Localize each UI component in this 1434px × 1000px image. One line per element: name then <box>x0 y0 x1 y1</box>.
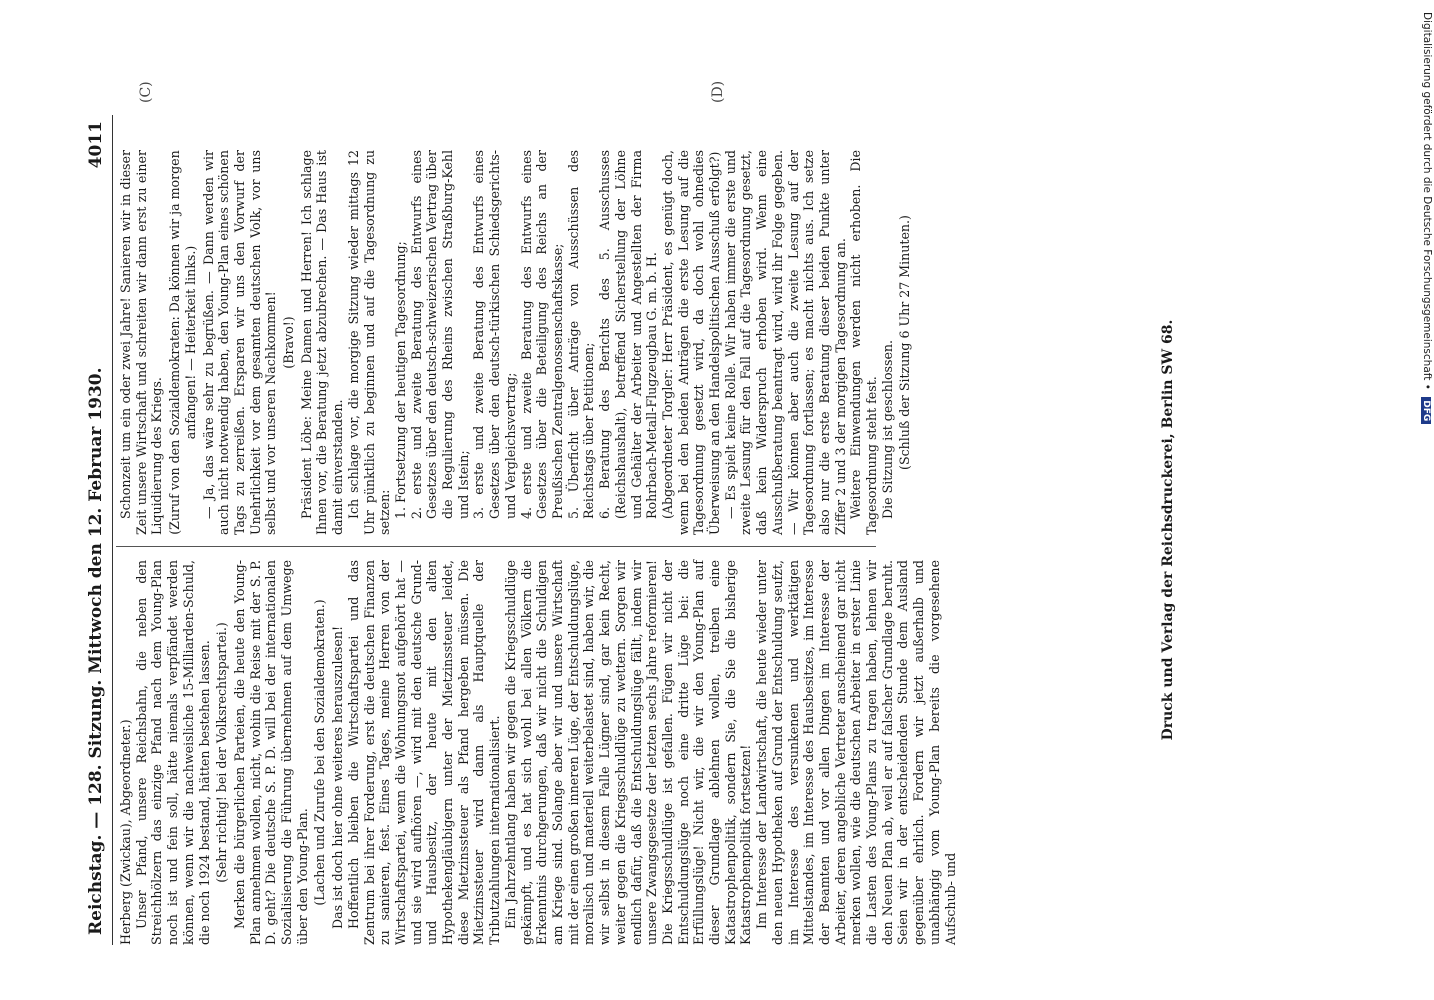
margin-marker-d: (D) <box>710 80 726 103</box>
paragraph: Präsident Löbe: Meine Damen und Herren! Ich schlage Ihnen vor, die Beratung jetzt abzubrechen. — Das Haus ist damit einverstanden. <box>298 150 346 535</box>
footer-imprint: Druck und Verlag der Reichsdruckerei, Berlin SW 68. <box>1160 319 1176 741</box>
interjection: (Bravo!) <box>281 316 297 369</box>
agenda-item: 5. Überficht über Anträge von Ausschüssen des Reichstags über Petitionen; <box>565 150 597 519</box>
paragraph: Die Sitzung ist geschlossen. <box>879 339 895 519</box>
agenda-item: 2. erste und zweite Beratung des Entwurfs eines Gesetzes über den deutsch-schweizerischen Vertrag über die Regulierung des Rheins zwischen Straßburg-Kehl und Istein; <box>408 150 471 519</box>
paragraph: Ich schlage vor, die morgige Sitzung wieder mittags 12 Uhr pünktlich zu beginnen und auf die Tagesordnung zu setzen: <box>345 150 393 535</box>
paragraph: — Ja, das wäre sehr zu begrüßen. — Dann werden wir auch nicht notwendig haben, den Young-Plan eines schönen Tags zu zerreißen. Ersparen wir uns den Vorwurf der Unehrlichkeit vor dem gesamten deutschen Volk, vor uns selbst und vor unseren Nachkommen! <box>200 150 279 535</box>
paragraph: Merken die bürgerlichen Parteien, die heute den Young-Plan annehmen wollen, nicht, wohin die Reise mit der S. P. D. geht? Die deutsche S. P. D. will bei der internationalen Sozialisierung die Führung übernehmen auf dem Umwege über den Young-Plan. <box>231 560 310 945</box>
column-left <box>118 560 958 945</box>
agenda-item: 1. Fortsetzung der heutigen Tagesordnung; <box>392 241 408 519</box>
agenda-item: 6. Beratung des Berichts des 5. Ausschusses (Reichshaushalt), betreffend Sicherstellung der Löhne und Gehälter der Arbeiter und Angestellten der Firma Rohrbach-Metall-Flugzeugbau G. m. b. H. <box>597 150 660 519</box>
paragraph: Weitere Einwendungen werden nicht erhoben. Die Tagesordnung steht fest. <box>848 150 880 535</box>
digitization-note <box>1413 12 1433 992</box>
speaker-line: Herberg (Zwickau), Abgeordneter.) <box>118 719 133 945</box>
paragraph: — Es spielt keine Rolle. Wir haben immer die erste und zweite Lesung für den Fall auf die Tagesordnung gesetzt, daß kein Widerspruch erhoben wird. Wenn eine Ausschußberatung beantragt wird, wird ihr Folge gegeben. — Wir können aber auch die zweite Lesung auf der Tagesordnung fortlassen; es macht nichts aus. Ich setze also nur die erste Beratung dieser beiden Punkte unter Ziffer 2 und 3 der morgigen Tagesordnung an. <box>722 150 848 535</box>
paragraph: Hoffentlich bleiben die Wirtschaftspartei und das Zentrum bei ihrer Forderung, erst die deutschen Finanzen zu sanieren, fest. Eines Tages, meine Herren von der Wirtschaftspartei, wenn die Wohnungsnot aufgehört hat — und sie wird aufhören —, wird mit den deutsche Grund- und Hausbesitz, der heute mit den alten Hypothekengläubigern unter der Mietzinssteuer leidet, diese Mietzinssteuer als Pfand hergeben müssen. Die Mietzinssteuer wird dann als Hauptquelle der Tributzahlungen internationalisiert. <box>345 560 503 945</box>
dfg-logo: DFG <box>1421 397 1431 424</box>
interjection: (Sehr richtig! bei der Volksrechtspartei.) <box>214 622 230 883</box>
paragraph: Das ist doch hier ohne weiteres herauszulesen! <box>330 625 346 929</box>
margin-marker-c: (C) <box>138 81 154 103</box>
header-rule <box>112 115 113 945</box>
column-divider <box>116 546 876 547</box>
interjection: (Lachen und Zurufe bei den Sozialdemokraten.) <box>312 599 328 906</box>
page-number: 4011 <box>86 121 106 169</box>
rotated-page-content <box>80 80 1180 945</box>
page-header <box>80 115 120 945</box>
paragraph: Unser Pfand, unsere Reichsbahn, die neben den Streichhölzern das einzige Pfand nach dem Young-Plan noch ist und fein soll, hätte niemals verpfändet werden können, wenn wir die nachweisliche 15-Milliarden-Schuld, die noch 1924 bestand, hätten bestehen lassen. <box>133 560 212 945</box>
paragraph: (Abgeordneter Torgler: Herr Präsident, es genügt doch, wenn bei den beiden Anträgen die erste Lesung auf die Tagesordnung gesetzt wird, da doch wohl ohnedies Überweisung an den Handelspolitischen Ausschuß erfolgt?) <box>659 150 723 535</box>
closing-note: (Schluß der Sitzung 6 Uhr 27 Minuten.) <box>897 215 913 470</box>
interjection: (Zuruf von den Sozialdemokraten: Da können wir ja morgen anfangen! — Heiterkeit links.) <box>167 150 198 535</box>
paragraph: Schonzeit um ein oder zwei Jahre! Sanieren wir in dieser Zeit unsere Wirtschaft und schreiten wir dann erst zu einer Liquidierung des Kriegs. <box>118 150 165 535</box>
digitization-text: Digitalisierung gefördert durch die Deutsche Forschungsgemeinschaft • <box>1421 12 1433 390</box>
paragraph: Im Interesse der Landwirtschaft, die heute wieder unter den neuen Hypotheken auf Grund der Entschuldung seufzt, im Interesse des versunkenen und werktätigen Mittelstandes, im Interesse des Hausbesitzes, im Interesse der Beamten und vor allen Dingen im Interesse der Arbeiter, deren angebliche Vertreter anscheinend gar nicht merken wollen, wie die deutschen Arbeiter in erster Linie die Lasten des Young-Plans zu tragen haben, lehnen wir den Neuen Plan ab, weil er auf falscher Grundlage beruht. Seien wir in der entscheidenden Stunde dem Ausland gegenüber ehrlich. Fordern wir jetzt außerhalb und unabhängig vom Young-Plan bereits die vorgesehene Aufschub- und <box>754 560 958 945</box>
digitization-strip <box>1415 6 1434 994</box>
agenda-item: 3. erste und zweite Beratung des Entwurfs eines Gesetzes über den deutsch-türkischen Schiedsgerichts- und Vergleichsvertrag; <box>471 150 518 519</box>
agenda-item: 4. erste und zweite Beratung des Entwurfs eines Gesetzes über die Beteiligung des Reichs an der Preußischen Zentralgenossenschaftskasse; <box>518 150 565 519</box>
paragraph: Ein Jahrzehntlang haben wir gegen die Kriegsschuldlüge gekämpft, und es hat sich wohl bei allen Völkern die Erkenntnis durchgerungen, daß wir nicht die Schuldigen am Kriege sind. Solange aber wir und unsere Wirtschaft mit der einen großen inneren Lüge, der Entschuldungslüge, moralisch und materiell weiterbelastet sind, haben wir, die wir selbst in diesem Falle Lügner sind, gar kein Recht, weiter gegen die Kriegsschuldlüge zu wettern. Sorgen wir endlich dafür, daß die Entschuldungslüge fällt, indem wir unsere Zwangsgesetze der letzten sechs Jahre reformieren! Die Kriegsschuldlüge ist gefallen. Fügen wir nicht der Entschuldungslüge noch eine dritte Lüge bei: die Erfüllungslüge! Nicht wir, die wir den Young-Plan auf dieser Grundlage ablehnen wollen, treiben eine Katastrophenpolitik, sondern Sie, die Sie die bisherige Katastrophenpolitik fortsetzen! <box>502 560 754 945</box>
header-title: Reichstag. — 128. Sitzung. Mittwoch den 12. Februar 1930. <box>86 367 106 935</box>
column-right <box>118 150 915 535</box>
